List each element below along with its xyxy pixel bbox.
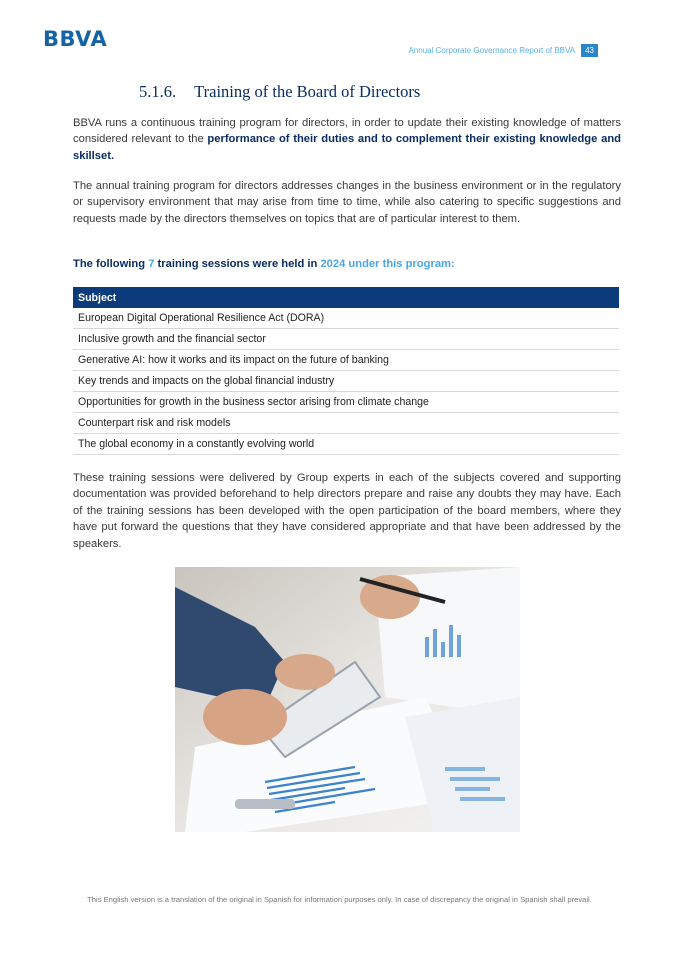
table-row — [73, 371, 619, 392]
intro-highlight: performance of their duties and to complement their existing knowledge and skillset. — [73, 133, 621, 162]
table-cell: Generative AI: how it works and its impact on the future of banking — [73, 350, 619, 371]
bbva-logo: BBVA — [43, 27, 108, 51]
table-cell: Opportunities for growth in the business sector arising from climate change — [73, 392, 619, 413]
delivery-paragraph: These training sessions were delivered by Group experts in each of the subjects covered and supporting documentation was provided beforehand to help directors prepare and raise any doubts they may have. Each of the training sessions has been developed with the open participation of the board members, where they have put forward the questions that they have considered appropriate and that have been addressed by the speakers. — [73, 472, 621, 550]
table-cell: The global economy in a constantly evolving world — [73, 434, 619, 455]
table-row — [73, 329, 619, 350]
section-number: 5.1.6. — [139, 82, 177, 101]
program-paragraph: The annual training program for directors addresses changes in the business environment or in the regulatory or supervisory environment that may arise from time to time, while also catering to specific suggestions and requests made by the directors themselves on topics that are of particular interest to them. — [73, 180, 621, 225]
table-cell: Key trends and impacts on the global financial industry — [73, 371, 619, 392]
business-meeting-photo — [175, 567, 520, 832]
lead-text-1: The following — [73, 258, 149, 270]
session-year: 2024 — [320, 258, 346, 270]
table-row — [73, 413, 619, 434]
lead-text-3: under this program: — [345, 258, 455, 270]
table-row — [73, 434, 619, 455]
table-row — [73, 308, 619, 329]
training-sessions-table — [73, 287, 619, 455]
table-header-subject: Subject — [73, 287, 619, 308]
section-title-text: Training of the Board of Directors — [194, 82, 421, 101]
lead-text-2: training sessions were held in — [154, 258, 321, 270]
page-number: 43 — [581, 44, 598, 57]
section-title — [139, 82, 420, 102]
table-cell: European Digital Operational Resilience Act (DORA) — [73, 308, 619, 329]
table-cell: Counterpart risk and risk models — [73, 413, 619, 434]
sessions-lead — [73, 258, 455, 270]
table-row — [73, 350, 619, 371]
session-count: 7 — [148, 258, 155, 270]
page-header — [408, 44, 598, 57]
report-title: Annual Corporate Governance Report of BBVA — [408, 46, 576, 55]
photo-illustration — [175, 567, 520, 832]
intro-paragraph — [73, 115, 621, 164]
translation-disclaimer: This English version is a translation of the original in Spanish for information purposes only. In case of discrepancy the original in Spanish shall prevail. — [87, 895, 592, 904]
table-row — [73, 392, 619, 413]
intro-text: BBVA runs a continuous training program for directors, in order to update their existing knowledge of matters considered relevant to the — [73, 117, 621, 146]
table-cell: Inclusive growth and the financial sector — [73, 329, 619, 350]
